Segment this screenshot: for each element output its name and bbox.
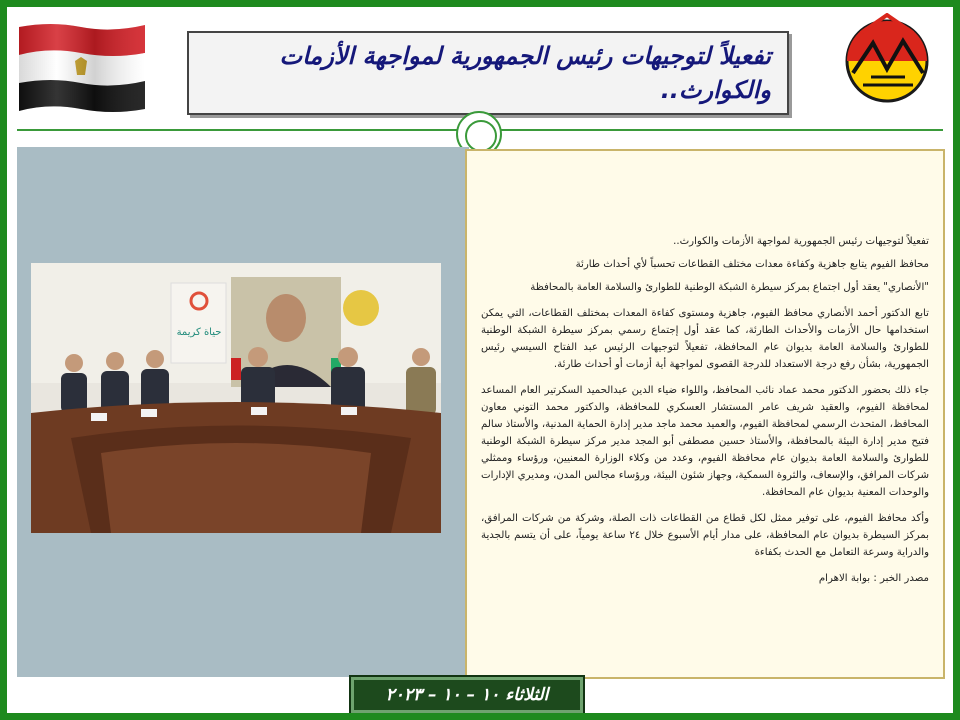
article-paragraph: جاء ذلك بحضور الدكتور محمد عماد نائب المحافظ، واللواء ضياء الدين عبدالحميد السكرتير العام المساعد لمحافظة الفيوم، والعقيد شريف عامر المستشار العسكري للمحافظة، والدكتور محمد التوني معاون المحافظ، المتحدث الرسمي لمحافظة الفيوم، والعميد محمد ماجد مدير إدارة الحماية المدنية، والأستاذ سالم فتيح مدير إدارة البيئة بالمحافظة، والأستاذ حسين مصطفى أبو المجد مدير مركز سيطرة الشبكة الوطنية للطوارئ والسلامة العامة بديوان عام محافظة الفيوم، وعدد من وكلاء الوزارة المعنيين، ورؤساء وممثلي شركات المرافق، والإسعاف، والثروة السمكية، وجهاز شئون البيئة، ورؤساء مجالس المدن، ومديري الإدارات والوحدات المعنية بديوان عام المحافظة. [481,385,929,498]
date-banner: الثلاثاء ١٠ – ١٠ – ٢٠٢٣ [351,677,583,713]
article-paragraph: تابع الدكتور أحمد الأنصاري محافظ الفيوم، جاهزية ومستوى كفاءة المعدات بمختلف القطاعات، التي يمكن استخدامها حال الأزمات والأحداث الطارئة، كما عقد أول إجتماع رسمي بمركز سيطرة الشبكة الوطنية للطوارئ والسلامة العامة بديوان عام المحافظة، تفعيلاً لتوجيهات الرئيس عبد الفتاح السيسي رئيس الجمهورية، بشأن رفع درجة الاستعداد للدرجة القصوى لمواجهة أية أزمات أو أحداث طارئة. [481,308,929,370]
banner-text: حياة كريمة [176,327,222,338]
article-body [465,149,945,679]
page-title: تفعيلاً لتوجيهات رئيس الجمهورية لمواجهة الأزمات والكوارث.. [279,42,771,104]
article-paragraph: "الأنصاري" يعقد أول اجتماع بمركز سيطرة الشبكة الوطنية للطوارئ والسلامة العامة بالمحافظة [530,282,929,293]
article-paragraph: محافظ الفيوم يتابع جاهزية وكفاءة معدات مختلف القطاعات تحسباً لأي أحداث طارئة [575,259,929,270]
title-box [187,31,789,115]
meeting-photo [31,263,441,533]
article-paragraph: وأكد محافظ الفيوم، على توفير ممثل لكل قطاع من القطاعات ذات الصلة، وشركة من شركات المرافق، بمركز السيطرة بديوان عام المحافظة، على مدار أيام الأسبوع خلال ٢٤ ساعة يومياً، على أن يتسم بالجدية والدراية وسرعة التعامل مع الحدث بكفاءة [481,513,930,558]
article-paragraph: تفعيلاً لتوجيهات رئيس الجمهورية لمواجهة الأزمات والكوارث.. [673,236,929,247]
egypt-flag-image [15,19,149,115]
governorate-logo-image [833,13,943,109]
slide [7,7,953,713]
news-source: مصدر الخبر : بوابة الاهرام [818,573,929,584]
